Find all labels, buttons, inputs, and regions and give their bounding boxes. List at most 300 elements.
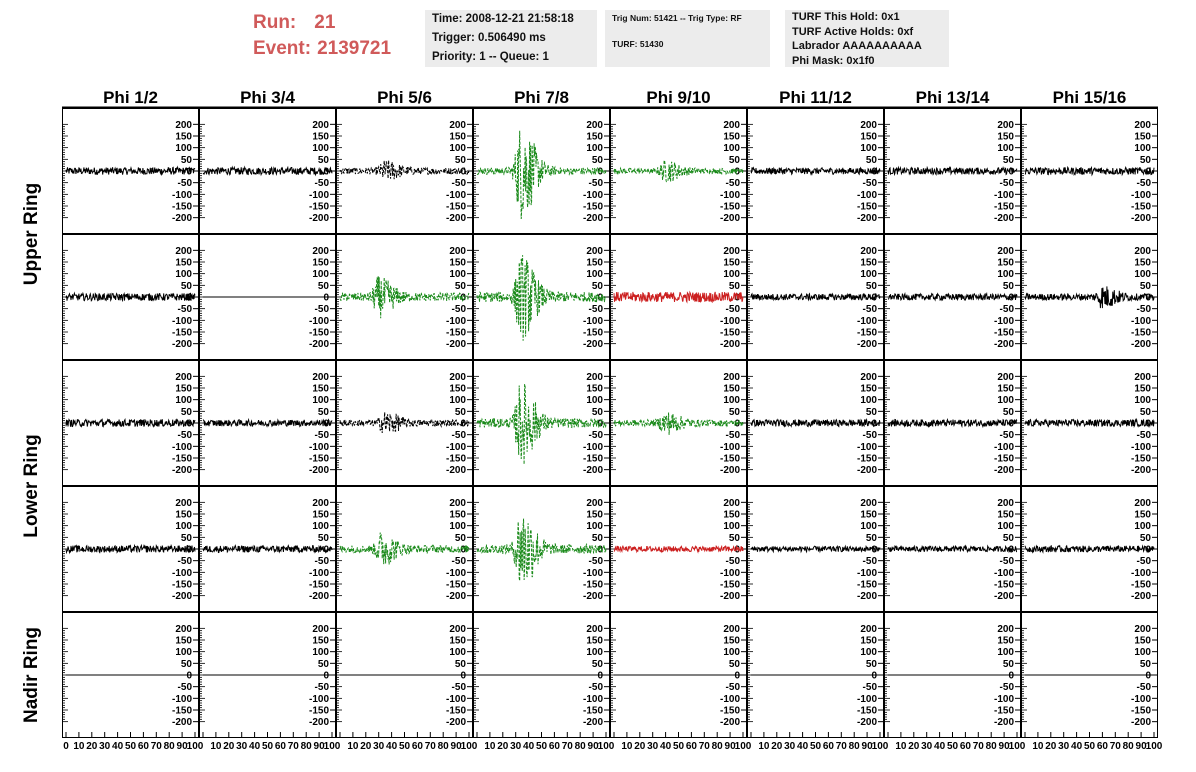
y-tick-label-r5c6-3: 50 [865,658,877,670]
y-tick-label-r2c5-3: 50 [728,280,740,292]
x-tick-label-c1-2: 20 [86,741,98,752]
x-tick-label-c2-4: 50 [261,741,274,752]
y-tick-label-r1c2-3: 50 [317,154,329,166]
y-tick-label-r5c3-4: 0 [460,670,466,682]
waveform-r1c2 [203,167,332,174]
y-tick-label-r4c7-3: 50 [1002,532,1014,544]
y-tick-label-r4c3-0: 200 [449,497,466,509]
y-tick-label-r2c8-5: -50 [1136,304,1151,316]
y-tick-label-r2c2-3: 50 [317,280,329,292]
y-tick-label-r2c5-5: -50 [725,304,740,316]
y-tick-label-r1c4-5: -50 [588,178,603,190]
y-tick-label-r3c4-2: 100 [586,395,603,407]
waveform-r1c3 [340,160,469,179]
y-tick-label-r1c2-1: 150 [312,131,329,143]
y-tick-label-r1c2-2: 100 [312,143,329,155]
y-tick-label-r5c7-6: -100 [993,693,1014,705]
y-tick-label-r1c3-3: 50 [454,154,466,166]
y-tick-label-r5c7-2: 100 [997,647,1014,659]
waveform-r3c8 [1025,420,1154,427]
y-tick-label-r4c5-0: 200 [723,497,740,509]
y-tick-label-r4c1-4: 0 [186,544,192,556]
x-tick-label-c1-5: 50 [124,741,137,752]
y-tick-label-r5c5-1: 150 [723,635,740,647]
x-tick-label-c5-1: 20 [634,741,646,752]
x-tick-label-c6-9: 100 [871,741,889,752]
y-tick-label-r2c5-8: -200 [719,339,740,351]
y-tick-label-r5c2-4: 0 [323,670,329,682]
y-tick-label-r5c5-4: 0 [734,670,740,682]
y-tick-label-r2c8-6: -100 [1130,315,1151,327]
column-header-2: Phi 3/4 [240,88,295,107]
x-tick-label-c4-2: 30 [510,741,522,752]
y-tick-label-r1c1-2: 100 [175,143,192,155]
y-tick-label-r4c2-1: 150 [312,509,329,521]
y-tick-label-r3c3-2: 100 [449,395,466,407]
y-tick-label-r3c3-5: -50 [451,430,466,442]
y-tick-label-r1c7-4: 0 [1008,166,1014,178]
y-tick-label-r4c7-4: 0 [1008,544,1014,556]
waveform-r2c5 [614,292,743,302]
y-tick-label-r3c7-2: 100 [997,395,1014,407]
x-tick-label-c3-2: 30 [373,741,385,752]
y-tick-label-r3c6-5: -50 [862,430,877,442]
x-tick-label-c7-7: 80 [985,741,997,752]
waveform-r4c6 [751,546,880,552]
x-tick-label-c7-8: 90 [998,741,1010,752]
turf-hold-line: TURF This Hold: 0x1 [792,11,900,23]
y-tick-label-r3c8-3: 50 [1139,406,1151,418]
y-tick-label-r2c3-2: 100 [449,269,466,281]
waveform-r1c6 [751,168,880,175]
y-tick-label-r1c7-8: -200 [993,213,1014,225]
y-tick-label-r3c1-1: 150 [175,383,192,395]
y-tick-label-r3c8-7: -150 [1130,453,1151,465]
column-header-8: Phi 15/16 [1052,88,1127,107]
x-tick-label-c2-1: 20 [223,741,235,752]
y-tick-label-r1c5-1: 150 [723,131,740,143]
y-tick-label-r5c8-4: 0 [1145,670,1151,682]
x-tick-label-c1-0: 0 [63,741,69,752]
y-tick-label-r2c7-5: -50 [999,304,1014,316]
y-tick-label-r2c6-4: 0 [871,292,877,304]
x-tick-label-c8-3: 40 [1071,741,1083,752]
y-tick-label-r2c5-1: 150 [723,257,740,269]
waveform-r4c8 [1025,546,1154,553]
y-tick-label-r5c6-2: 100 [860,647,877,659]
y-tick-label-r1c7-6: -100 [993,189,1014,201]
y-tick-label-r4c4-3: 50 [591,532,603,544]
x-tick-label-c1-9: 90 [176,741,188,752]
y-tick-label-r5c7-1: 150 [997,635,1014,647]
y-tick-label-r4c6-0: 200 [860,497,877,509]
y-tick-label-r3c5-3: 50 [728,406,740,418]
y-tick-label-r1c3-5: -50 [451,178,466,190]
y-tick-label-r2c6-3: 50 [865,280,877,292]
x-tick-label-c2-6: 70 [287,741,299,752]
y-tick-label-r2c4-6: -100 [582,315,603,327]
y-tick-label-r1c2-5: -50 [314,178,329,190]
y-tick-label-r3c7-5: -50 [999,430,1014,442]
y-tick-label-r5c5-0: 200 [723,623,740,635]
x-tick-label-c2-2: 30 [236,741,248,752]
x-tick-label-c7-0: 10 [895,741,907,752]
y-tick-label-r5c2-3: 50 [317,658,329,670]
x-tick-label-c6-6: 70 [835,741,847,752]
x-tick-label-c2-0: 10 [210,741,222,752]
y-tick-label-r2c4-0: 200 [586,245,603,257]
y-tick-label-r4c8-1: 150 [1134,509,1151,521]
x-tick-label-c4-8: 90 [587,741,599,752]
y-tick-label-r3c8-4: 0 [1145,418,1151,430]
y-tick-label-r1c4-4: 0 [597,166,603,178]
y-tick-label-r1c4-2: 100 [586,143,603,155]
y-tick-label-r1c7-1: 150 [997,131,1014,143]
y-tick-label-r5c6-6: -100 [856,693,877,705]
y-tick-label-r4c1-0: 200 [175,497,192,509]
y-tick-label-r3c4-4: 0 [597,418,603,430]
waveform-r3c2 [203,420,332,427]
y-tick-label-r2c2-8: -200 [308,339,329,351]
y-tick-label-r4c1-5: -50 [177,556,192,568]
column-header-6: Phi 11/12 [779,88,852,107]
y-tick-label-r5c1-3: 50 [180,658,192,670]
y-tick-label-r5c1-5: -50 [177,682,192,694]
y-tick-label-r4c8-6: -100 [1130,567,1151,579]
waveform-r3c5 [614,413,743,435]
event-label: Event: [253,38,312,59]
x-tick-label-c1-8: 80 [163,741,175,752]
y-tick-label-r3c8-0: 200 [1134,371,1151,383]
x-tick-label-c8-6: 70 [1109,741,1121,752]
x-tick-label-c3-9: 100 [460,741,478,752]
run-label: Run: [253,12,297,33]
x-tick-label-c3-6: 70 [424,741,436,752]
y-tick-label-r4c4-2: 100 [586,521,603,533]
y-tick-label-r3c7-4: 0 [1008,418,1014,430]
y-tick-label-r4c1-7: -150 [171,579,192,591]
x-tick-label-c1-7: 70 [150,741,162,752]
waveform-r4c2 [203,546,332,553]
y-tick-label-r1c7-2: 100 [997,143,1014,155]
y-tick-label-r3c7-1: 150 [997,383,1014,395]
y-tick-label-r2c1-6: -100 [171,315,192,327]
y-tick-label-r5c8-2: 100 [1134,647,1151,659]
y-tick-label-r1c6-5: -50 [862,178,877,190]
y-tick-label-r3c5-6: -100 [719,441,740,453]
y-tick-label-r3c2-6: -100 [308,441,329,453]
y-tick-label-r3c4-5: -50 [588,430,603,442]
y-tick-label-r1c6-2: 100 [860,143,877,155]
y-tick-label-r2c2-4: 0 [323,292,329,304]
x-tick-label-c8-4: 50 [1083,741,1096,752]
x-tick-label-c4-0: 10 [484,741,496,752]
y-tick-label-r1c8-7: -150 [1130,201,1151,213]
y-tick-label-r5c8-0: 200 [1134,623,1151,635]
y-tick-label-r1c6-1: 150 [860,131,877,143]
labrador-line: Labrador AAAAAAAAAA [792,40,922,52]
y-tick-label-r5c1-6: -100 [171,693,192,705]
y-tick-label-r3c1-3: 50 [180,406,192,418]
y-tick-label-r3c4-0: 200 [586,371,603,383]
y-tick-label-r5c5-5: -50 [725,682,740,694]
x-tick-label-c2-8: 90 [313,741,325,752]
y-tick-label-r4c2-2: 100 [312,521,329,533]
y-tick-label-r3c3-1: 150 [449,383,466,395]
y-tick-label-r3c8-8: -200 [1130,465,1151,477]
turf-line: TURF: 51430 [612,39,664,49]
y-tick-label-r1c1-6: -100 [171,189,192,201]
y-tick-label-r4c7-8: -200 [993,591,1014,603]
y-tick-label-r2c3-8: -200 [445,339,466,351]
waveform-r2c7 [888,294,1017,301]
column-header-7: Phi 13/14 [915,88,990,107]
y-tick-label-r5c7-8: -200 [993,717,1014,729]
y-tick-label-r5c6-7: -150 [856,705,877,717]
y-tick-label-r4c3-7: -150 [445,579,466,591]
y-tick-label-r4c5-3: 50 [728,532,740,544]
y-tick-label-r4c3-3: 50 [454,532,466,544]
x-tick-label-c3-3: 40 [386,741,398,752]
y-tick-label-r3c4-7: -150 [582,453,603,465]
y-tick-label-r5c8-6: -100 [1130,693,1151,705]
y-tick-label-r1c8-5: -50 [1136,178,1151,190]
y-tick-label-r2c4-3: 50 [591,280,603,292]
y-tick-label-r2c6-7: -150 [856,327,877,339]
y-tick-label-r5c8-5: -50 [1136,682,1151,694]
row-label-1: Upper Ring [21,182,42,286]
x-tick-label-c7-9: 100 [1008,741,1026,752]
x-tick-label-c3-4: 50 [398,741,411,752]
y-tick-label-r4c7-1: 150 [997,509,1014,521]
y-tick-label-r2c1-5: -50 [177,304,192,316]
y-tick-label-r1c1-5: -50 [177,178,192,190]
y-tick-label-r1c3-2: 100 [449,143,466,155]
waveform-r3c3 [340,412,469,433]
y-tick-label-r1c5-8: -200 [719,213,740,225]
y-tick-label-r3c4-8: -200 [582,465,603,477]
y-tick-label-r1c8-4: 0 [1145,166,1151,178]
y-tick-label-r2c6-6: -100 [856,315,877,327]
y-tick-label-r1c4-6: -100 [582,189,603,201]
y-tick-label-r1c1-7: -150 [171,201,192,213]
y-tick-label-r3c2-8: -200 [308,465,329,477]
y-tick-label-r5c3-8: -200 [445,717,466,729]
y-tick-label-r4c1-6: -100 [171,567,192,579]
x-tick-label-c4-3: 40 [523,741,535,752]
y-tick-label-r1c7-0: 200 [997,119,1014,131]
x-tick-label-c7-6: 70 [972,741,984,752]
y-tick-label-r1c2-6: -100 [308,189,329,201]
y-tick-label-r1c5-4: 0 [734,166,740,178]
y-tick-label-r4c1-2: 100 [175,521,192,533]
y-tick-label-r1c1-1: 150 [175,131,192,143]
y-tick-label-r1c8-1: 150 [1134,131,1151,143]
y-tick-label-r3c8-1: 150 [1134,383,1151,395]
y-tick-label-r4c4-8: -200 [582,591,603,603]
y-tick-label-r2c2-0: 200 [312,245,329,257]
y-tick-label-r5c5-6: -100 [719,693,740,705]
x-tick-label-c4-7: 80 [574,741,586,752]
y-tick-label-r1c6-8: -200 [856,213,877,225]
y-tick-label-r4c6-5: -50 [862,556,877,568]
y-tick-label-r5c7-3: 50 [1002,658,1014,670]
y-tick-label-r2c1-1: 150 [175,257,192,269]
y-tick-label-r4c5-2: 100 [723,521,740,533]
y-tick-label-r4c8-5: -50 [1136,556,1151,568]
y-tick-label-r3c8-5: -50 [1136,430,1151,442]
y-tick-label-r1c2-4: 0 [323,166,329,178]
y-tick-label-r4c8-4: 0 [1145,544,1151,556]
y-tick-label-r3c3-3: 50 [454,406,466,418]
y-tick-label-r1c8-3: 50 [1139,154,1151,166]
y-tick-label-r5c6-8: -200 [856,717,877,729]
y-tick-label-r1c2-7: -150 [308,201,329,213]
x-tick-label-c5-4: 50 [672,741,685,752]
y-tick-label-r2c2-6: -100 [308,315,329,327]
y-tick-label-r1c8-0: 200 [1134,119,1151,131]
y-tick-label-r5c6-1: 150 [860,635,877,647]
y-tick-label-r5c1-2: 100 [175,647,192,659]
x-tick-label-c1-3: 30 [99,741,111,752]
waveform-r3c7 [888,420,1017,427]
y-tick-label-r5c4-6: -100 [582,693,603,705]
y-tick-label-r1c3-0: 200 [449,119,466,131]
waveform-r2c6 [751,294,880,300]
column-header-4: Phi 7/8 [514,88,569,107]
x-tick-label-c5-8: 90 [724,741,736,752]
y-tick-label-r1c6-4: 0 [871,166,877,178]
y-tick-label-r4c4-4: 0 [597,544,603,556]
y-tick-label-r5c2-7: -150 [308,705,329,717]
x-tick-label-c5-0: 10 [621,741,633,752]
waveform-r4c1 [66,546,195,553]
x-tick-label-c4-4: 50 [535,741,548,752]
x-tick-label-c8-2: 30 [1058,741,1070,752]
y-tick-label-r4c2-4: 0 [323,544,329,556]
y-tick-label-r5c4-4: 0 [597,670,603,682]
y-tick-label-r4c5-7: -150 [719,579,740,591]
y-tick-label-r4c3-5: -50 [451,556,466,568]
y-tick-label-r1c6-7: -150 [856,201,877,213]
y-tick-label-r5c8-1: 150 [1134,635,1151,647]
waveform-r3c6 [751,420,880,427]
y-tick-label-r3c1-8: -200 [171,465,192,477]
y-tick-label-r3c1-2: 100 [175,395,192,407]
y-tick-label-r4c8-8: -200 [1130,591,1151,603]
y-tick-label-r3c2-0: 200 [312,371,329,383]
y-tick-label-r2c1-0: 200 [175,245,192,257]
x-tick-label-c4-6: 70 [561,741,573,752]
y-tick-label-r2c5-0: 200 [723,245,740,257]
y-tick-label-r3c4-1: 150 [586,383,603,395]
y-tick-label-r5c3-3: 50 [454,658,466,670]
y-tick-label-r4c4-1: 150 [586,509,603,521]
y-tick-label-r1c2-8: -200 [308,213,329,225]
x-tick-label-c1-1: 10 [73,741,85,752]
y-tick-label-r1c1-0: 200 [175,119,192,131]
y-tick-label-r1c8-6: -100 [1130,189,1151,201]
x-tick-label-c8-7: 80 [1122,741,1134,752]
y-tick-label-r1c4-0: 200 [586,119,603,131]
y-tick-label-r2c7-6: -100 [993,315,1014,327]
y-tick-label-r2c1-2: 100 [175,269,192,281]
y-tick-label-r3c5-0: 200 [723,371,740,383]
y-tick-label-r4c1-8: -200 [171,591,192,603]
y-tick-label-r5c1-8: -200 [171,717,192,729]
y-tick-label-r4c3-8: -200 [445,591,466,603]
y-tick-label-r2c8-8: -200 [1130,339,1151,351]
y-tick-label-r3c5-8: -200 [719,465,740,477]
y-tick-label-r2c5-2: 100 [723,269,740,281]
y-tick-label-r1c4-1: 150 [586,131,603,143]
y-tick-label-r2c1-8: -200 [171,339,192,351]
y-tick-label-r2c8-4: 0 [1145,292,1151,304]
y-tick-label-r5c5-3: 50 [728,658,740,670]
y-tick-label-r3c8-6: -100 [1130,441,1151,453]
y-tick-label-r3c7-7: -150 [993,453,1014,465]
y-tick-label-r1c4-8: -200 [582,213,603,225]
y-tick-label-r4c2-8: -200 [308,591,329,603]
y-tick-label-r3c5-4: 0 [734,418,740,430]
y-tick-label-r4c3-6: -100 [445,567,466,579]
y-tick-label-r4c6-4: 0 [871,544,877,556]
y-tick-label-r3c1-7: -150 [171,453,192,465]
y-tick-label-r1c3-4: 0 [460,166,466,178]
x-tick-label-c8-8: 90 [1135,741,1147,752]
y-tick-label-r5c6-4: 0 [871,670,877,682]
x-tick-label-c2-3: 40 [249,741,261,752]
y-tick-label-r1c5-6: -100 [719,189,740,201]
y-tick-label-r3c6-0: 200 [860,371,877,383]
x-tick-label-c5-3: 40 [660,741,672,752]
y-tick-label-r3c2-3: 50 [317,406,329,418]
y-tick-label-r5c4-1: 150 [586,635,603,647]
y-tick-label-r5c3-0: 200 [449,623,466,635]
y-tick-label-r3c6-1: 150 [860,383,877,395]
y-tick-label-r5c4-2: 100 [586,647,603,659]
x-tick-label-c7-1: 20 [908,741,920,752]
y-tick-label-r5c1-4: 0 [186,670,192,682]
y-tick-label-r5c6-5: -50 [862,682,877,694]
y-tick-label-r3c3-7: -150 [445,453,466,465]
y-tick-label-r2c6-1: 150 [860,257,877,269]
waveform-r1c5 [614,160,743,181]
y-tick-label-r1c6-6: -100 [856,189,877,201]
y-tick-label-r5c2-6: -100 [308,693,329,705]
y-tick-label-r2c2-7: -150 [308,327,329,339]
y-tick-label-r2c7-1: 150 [997,257,1014,269]
y-tick-label-r5c7-4: 0 [1008,670,1014,682]
y-tick-label-r3c2-4: 0 [323,418,329,430]
y-tick-label-r1c1-4: 0 [186,166,192,178]
x-tick-label-c3-7: 80 [437,741,449,752]
y-tick-label-r3c1-0: 200 [175,371,192,383]
x-tick-label-c3-8: 90 [450,741,462,752]
y-tick-label-r5c8-3: 50 [1139,658,1151,670]
x-tick-label-c8-9: 100 [1145,741,1163,752]
row-label-3: Nadir Ring [21,626,42,724]
y-tick-label-r3c5-1: 150 [723,383,740,395]
y-tick-label-r3c6-3: 50 [865,406,877,418]
y-tick-label-r3c4-6: -100 [582,441,603,453]
y-tick-label-r1c5-2: 100 [723,143,740,155]
y-tick-label-r1c1-8: -200 [171,213,192,225]
y-tick-label-r5c2-1: 150 [312,635,329,647]
y-tick-label-r5c7-0: 200 [997,623,1014,635]
x-tick-label-c1-6: 60 [137,741,149,752]
y-tick-label-r4c2-3: 50 [317,532,329,544]
